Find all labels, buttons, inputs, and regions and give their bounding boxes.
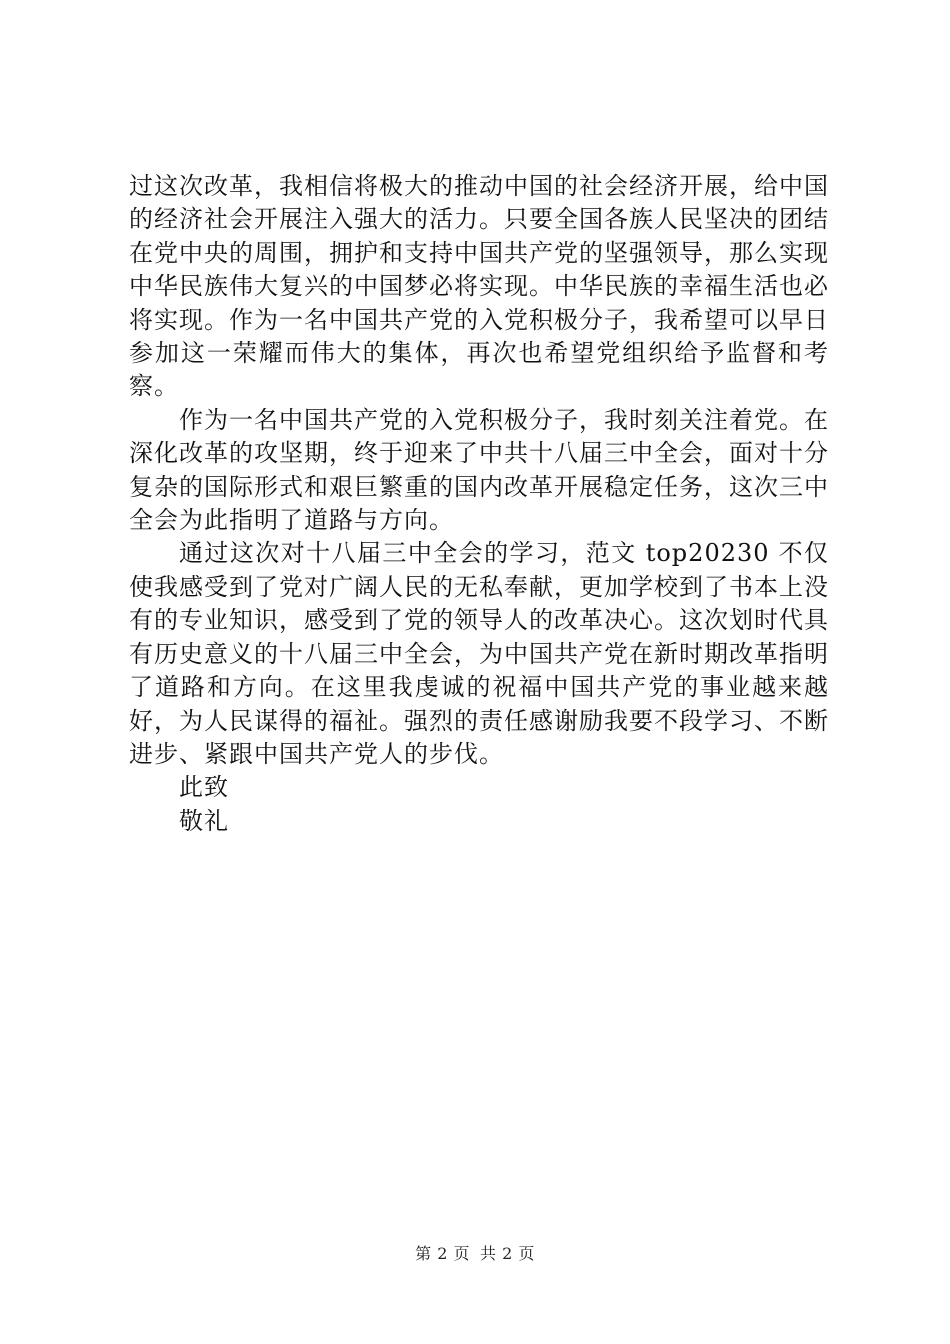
page-number-current: 第 2 页 [415,1244,470,1263]
closing-regards: 敬礼 [179,806,229,835]
paragraph-study-reflection: 通过这次对十八届三中全会的学习，范文 top20230 不仅使我感受到了党对广阔人民的无私奉献，更加学校到了书本上没有的专业知识，感受到了党的领导人的改革决心。这次划时代具有历史意义的十八届三中全会，为中国共产党在新时期改革指明了道路和方向。在这里我虔诚的祝福中国共产党的事业越来越好，为人民谋得的福祉。强烈的责任感谢励我要不段学习、不断进步、紧跟中国共产党人的步伐。 [129,539,829,768]
closing-salutation: 此致 [179,773,229,802]
paragraph-continuation: 过这次改革，我相信将极大的推动中国的社会经济开展，给中国的经济社会开展注入强大的活力。只要全国各族人民坚决的团结在党中央的周围，拥护和支持中国共产党的坚强领导，那么实现中华民族伟大复兴的中国梦必将实现。中华民族的幸福生活也必将实现。作为一名中国共产党的入党积极分子，我希望可以早日参加这一荣耀而伟大的集体，再次也希望党组织给予监督和考察。 [129,172,829,401]
page-footer [0,1244,950,1264]
paragraph-party-attention: 作为一名中国共产党的入党积极分子，我时刻关注着党。在深化改革的攻坚期，终于迎来了中共十八届三中全会，面对十分复杂的国际形式和艰巨繁重的国内改革开展稳定任务，这次三中全会为此指明了道路与方向。 [129,405,829,535]
document-body [129,170,829,838]
page-number-total: 共 2 页 [480,1244,535,1263]
